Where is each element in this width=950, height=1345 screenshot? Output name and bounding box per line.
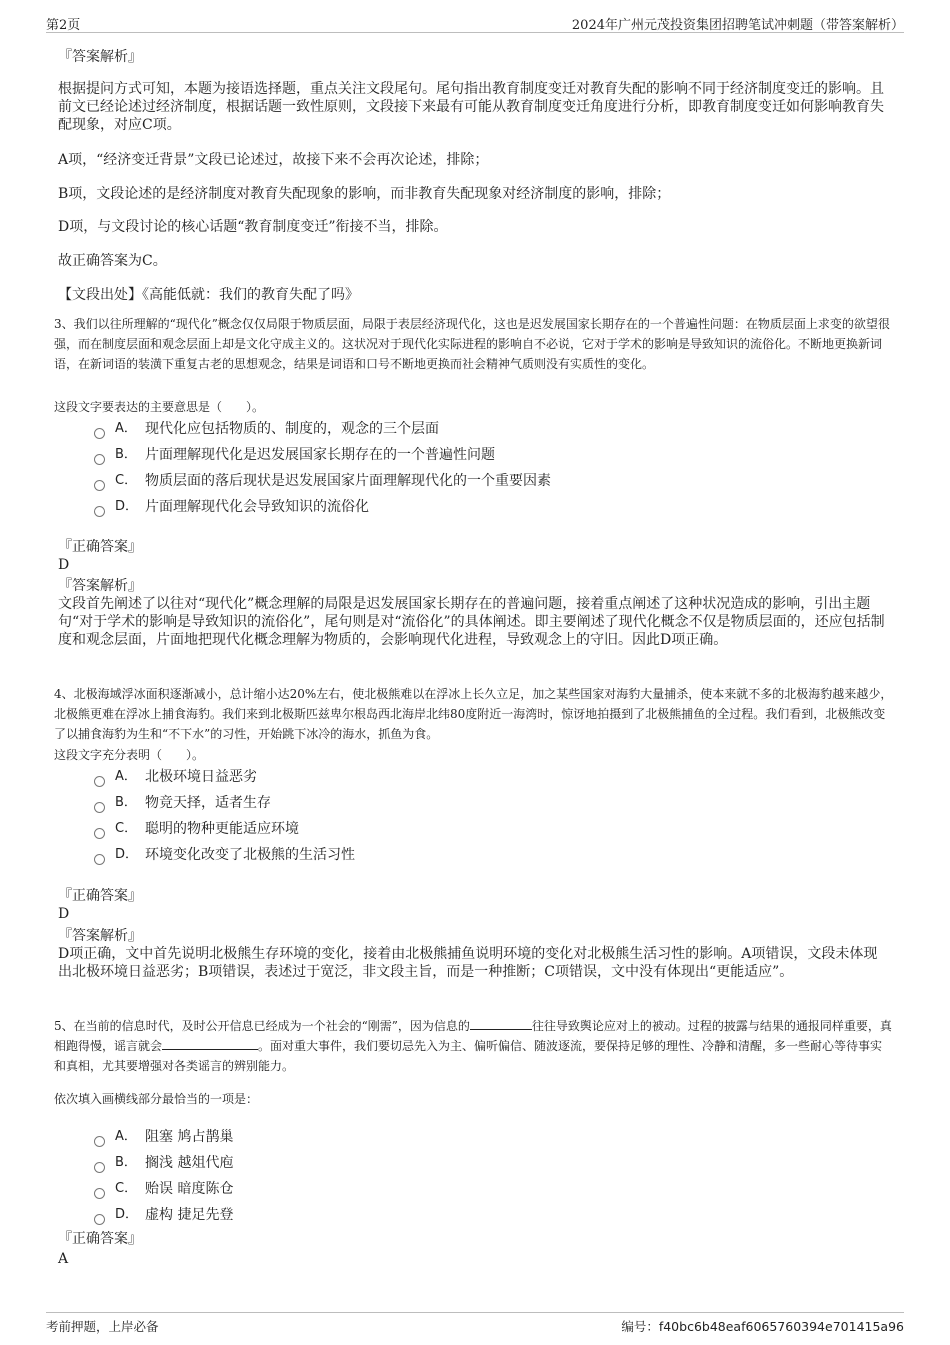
- radio-icon[interactable]: [94, 1188, 105, 1199]
- analysis-item-d: D项，与文段讨论的核心话题“教育制度变迁”衔接不当，排除。: [58, 219, 448, 235]
- option-b[interactable]: B． 物竞天择，适者生存: [94, 790, 355, 816]
- option-d[interactable]: D． 虚构 捷足先登: [94, 1202, 233, 1228]
- question-4-prompt: 这段文字充分表明（ ）。: [54, 748, 205, 762]
- radio-icon[interactable]: [94, 428, 105, 439]
- answer-heading: 『正确答案』: [58, 888, 142, 904]
- analysis-heading: 『答案解析』: [58, 49, 142, 65]
- radio-icon[interactable]: [94, 454, 105, 465]
- answer-heading: 『正确答案』: [58, 539, 142, 555]
- document-title: 2024年广州元茂投资集团招聘笔试冲刺题（带答案解析）: [571, 18, 904, 33]
- option-d[interactable]: D． 环境变化改变了北极熊的生活习性: [94, 842, 355, 868]
- blank-1[interactable]: [470, 1017, 532, 1030]
- answer-value: D: [58, 906, 70, 922]
- radio-icon[interactable]: [94, 776, 105, 787]
- option-c[interactable]: C． 贻误 暗度陈仓: [94, 1176, 233, 1202]
- answer-heading: 『正确答案』: [58, 1231, 142, 1247]
- source-citation: 【文段出处】《高能低就：我们的教育失配了吗》: [58, 287, 359, 303]
- radio-icon[interactable]: [94, 854, 105, 865]
- option-c[interactable]: C． 聪明的物种更能适应环境: [94, 816, 355, 842]
- analysis-item-a: A项，“经济变迁背景”文段已论述过，故接下来不会再次论述，排除；: [58, 152, 489, 168]
- document-code: 编号：f40bc6b48eaf6065760394e701415a96: [621, 1319, 904, 1334]
- footer-slogan: 考前押题，上岸必备: [46, 1319, 159, 1334]
- question-5-options: [94, 1124, 233, 1228]
- page-number: 第2页: [46, 18, 81, 33]
- radio-icon[interactable]: [94, 1214, 105, 1225]
- blank-2[interactable]: [162, 1037, 258, 1050]
- analysis-paragraph: 根据提问方式可知，本题为接语选择题，重点关注文段尾句。尾句指出教育制度变迁对教育失配的影响不同于经济制度变迁的影响。且前文已经论述过经济制度，根据话题一致性原则，文段接下来最有可能从教育制度变迁角度进行分析，即教育制度变迁如何影响教育失配现象，对应C项。: [58, 81, 884, 133]
- analysis-paragraph: 文段首先阐述了以往对“现代化”概念理解的局限是迟发展国家长期存在的普遍问题，接着重点阐述了这种状况造成的影响，引出主题句“对于学术的影响是导致知识的流俗化”，尾句则是对“流俗化”的具体阐述。即主要阐述了现代化概念不仅是物质层面的，还应包括制度和观念层面，片面地把现代化概念理解为物质的，会影响现代化进程，导致观念上的守旧。因此D项正确。: [58, 596, 885, 648]
- radio-icon[interactable]: [94, 802, 105, 813]
- question-5-prompt: 依次填入画横线部分最恰当的一项是：: [54, 1092, 259, 1106]
- analysis-item-b: B项，文段论述的是经济制度对教育失配现象的影响，而非教育失配现象对经济制度的影响，排除；: [58, 186, 671, 202]
- option-a[interactable]: A． 阻塞 鸠占鹊巢: [94, 1124, 233, 1150]
- option-a[interactable]: A． 现代化应包括物质的、制度的，观念的三个层面: [94, 416, 551, 442]
- question-3-prompt: 这段文字要表达的主要意思是（ ）。: [54, 400, 265, 414]
- radio-icon[interactable]: [94, 506, 105, 517]
- option-c[interactable]: C． 物质层面的落后现状是迟发展国家片面理解现代化的一个重要因素: [94, 468, 551, 494]
- radio-icon[interactable]: [94, 480, 105, 491]
- option-a[interactable]: A． 北极环境日益恶劣: [94, 764, 355, 790]
- question-3-stem: 3、我们以往所理解的“现代化”概念仅仅局限于物质层面，局限于表层经济现代化，这也是迟发展国家长期存在的一个普遍性问题：在物质层面上求变的欲望很强，而在制度层面和观念层面上却是文化守成主义的。这状况对于现代化实际进程的影响自不必说，它对于学术的影响是导致知识的流俗化。不断地更换新词语，在新词语的装潢下重复古老的思想观念，结果是词语和口号不断地更换而社会精神气质则没有实质性的变化。: [54, 317, 890, 371]
- answer-value: A: [58, 1251, 69, 1267]
- radio-icon[interactable]: [94, 1136, 105, 1147]
- radio-icon[interactable]: [94, 828, 105, 839]
- answer-value: D: [58, 557, 70, 573]
- conclusion: 故正确答案为C。: [58, 253, 167, 269]
- question-4-options: [94, 764, 355, 868]
- option-d[interactable]: D． 片面理解现代化会导致知识的流俗化: [94, 494, 551, 520]
- option-b[interactable]: B． 片面理解现代化是迟发展国家长期存在的一个普遍性问题: [94, 442, 551, 468]
- analysis-heading: 『答案解析』: [58, 578, 142, 594]
- page-header: [46, 12, 904, 33]
- analysis-heading: 『答案解析』: [58, 928, 142, 944]
- option-b[interactable]: B． 搁浅 越俎代庖: [94, 1150, 233, 1176]
- page-footer: [46, 1312, 904, 1334]
- question-4-stem: 4、北极海域浮冰面积逐渐减小，总计缩小达20%左右，使北极熊难以在浮冰上长久立足，加之某些国家对海豹大量捕杀，使本来就不多的北极海豹越来越少，北极熊更难在浮冰上捕食海豹。我们来到北极斯匹兹卑尔根岛西北海岸北纬80度附近一海湾时，惊讶地拍摄到了北极熊捕鱼的全过程。我们看到，北极熊改变了以捕食海豹为生和“不下水”的习性，开始跳下冰冷的海水，抓鱼为食。: [54, 687, 893, 741]
- question-3-options: [94, 416, 551, 520]
- analysis-paragraph: D项正确，文中首先说明北极熊生存环境的变化，接着由北极熊捕鱼说明环境的变化对北极熊生活习性的影响。A项错误，文段未体现出北极环境日益恶劣；B项错误，表述过于宽泛，非文段主旨，而是一种推断；C项错误，文中没有体现出“更能适应”。: [58, 946, 878, 980]
- question-5-stem: 5、在当前的信息时代，及时公开信息已经成为一个社会的“刚需”，因为信息的 往往导致舆论应对上的被动。过程的披露与结果的通报同样重要，真相跑得慢，谣言就会 。面对重大事件，我们要切忌先入为主、偏听偏信、随波逐流，要保持足够的理性、冷静和清醒，多一些耐心等待事实和真相，尤其要增强对各类谣言的辨别能力。: [54, 1019, 892, 1073]
- radio-icon[interactable]: [94, 1162, 105, 1173]
